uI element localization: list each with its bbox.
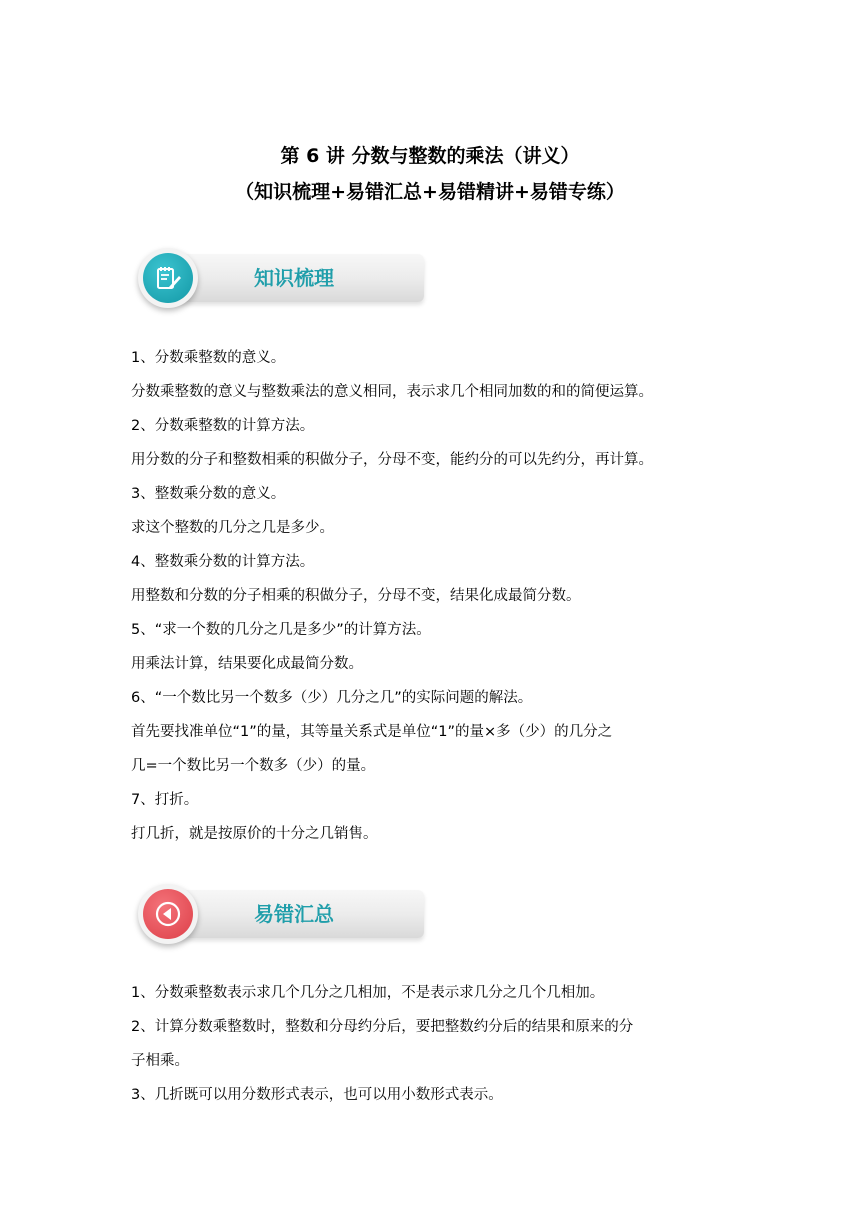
text-line: 子相乘。 <box>131 1053 189 1069</box>
banner-circle <box>138 884 198 944</box>
section-heading: 知识梳理 <box>254 266 334 290</box>
banner-circle <box>138 248 198 308</box>
text-line: 分数乘整数的意义与整数乘法的意义相同，表示求几个相同加数的和的简便运算。 <box>131 384 653 400</box>
text-line: 用乘法计算，结果要化成最简分数。 <box>131 656 363 672</box>
errors-body <box>131 976 751 1112</box>
section-banner-knowledge <box>134 252 424 304</box>
text-line: 6、“一个数比另一个数多（少）几分之几”的实际问题的解法。 <box>131 690 533 706</box>
play-left-icon <box>153 899 183 929</box>
text-line: 2、计算分数乘整数时，整数和分母约分后，要把整数约分后的结果和原来的分 <box>131 1019 634 1035</box>
text-line: 用整数和分数的分子相乘的积做分子，分母不变，结果化成最简分数。 <box>131 588 581 604</box>
document-title <box>0 138 860 210</box>
section-heading: 易错汇总 <box>254 902 334 926</box>
text-line: 7、打折。 <box>131 792 199 808</box>
notepad-pencil-icon <box>153 263 183 293</box>
text-line: 5、“求一个数的几分之几是多少”的计算方法。 <box>131 622 431 638</box>
text-line: 几=一个数比另一个数多（少）的量。 <box>131 758 376 774</box>
text-line: 3、几折既可以用分数形式表示，也可以用小数形式表示。 <box>131 1087 503 1103</box>
text-line: 1、分数乘整数表示求几个几分之几相加，不是表示求几分之几个几相加。 <box>131 985 605 1001</box>
text-line: 首先要找准单位“1”的量，其等量关系式是单位“1”的量×多（少）的几分之 <box>131 724 613 740</box>
title-line-1: 第 6 讲 分数与整数的乘法（讲义） <box>280 145 580 167</box>
section-banner-errors <box>134 888 424 940</box>
text-line: 打几折，就是按原价的十分之几销售。 <box>131 826 378 842</box>
text-line: 2、分数乘整数的计算方法。 <box>131 418 315 434</box>
text-line: 3、整数乘分数的意义。 <box>131 486 286 502</box>
text-line: 用分数的分子和整数相乘的积做分子，分母不变，能约分的可以先约分，再计算。 <box>131 452 653 468</box>
text-line: 4、整数乘分数的计算方法。 <box>131 554 315 570</box>
title-line-2: （知识梳理+易错汇总+易错精讲+易错专练） <box>235 181 625 203</box>
knowledge-body <box>131 341 751 851</box>
text-line: 求这个整数的几分之几是多少。 <box>131 520 334 536</box>
text-line: 1、分数乘整数的意义。 <box>131 350 286 366</box>
